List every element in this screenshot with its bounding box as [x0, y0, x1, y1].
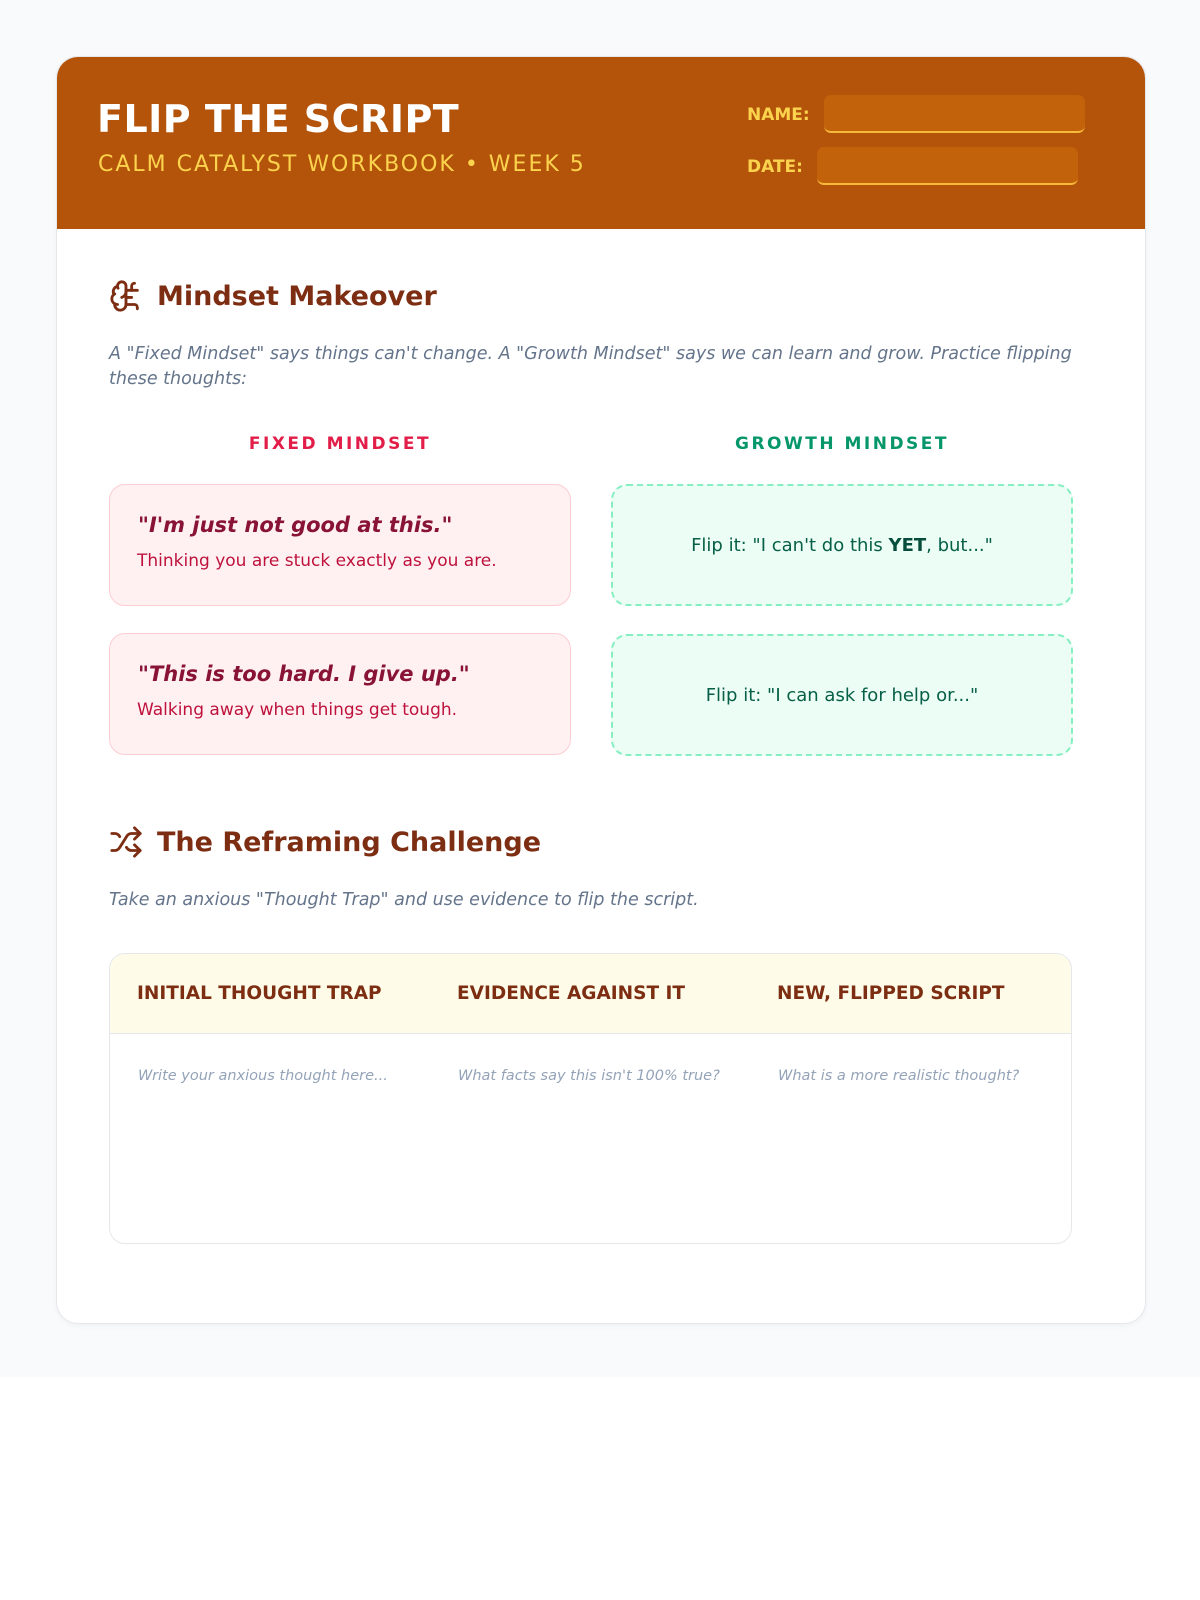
- fixed-mindset-heading: FIXED MINDSET: [248, 434, 432, 454]
- reframe-section-header: [109, 825, 541, 859]
- name-field[interactable]: [824, 95, 1085, 133]
- worksheet-header: [57, 57, 1145, 229]
- table-header-row: [110, 954, 1071, 1034]
- fixed-mindset-card: [109, 484, 571, 606]
- column-header-thought-trap: INITIAL THOUGHT TRAP: [137, 983, 382, 1004]
- fixed-description: Thinking you are stuck exactly as you are.: [137, 551, 497, 571]
- brain-icon: [109, 279, 143, 313]
- name-label: NAME:: [747, 105, 810, 125]
- growth-emphasis: YET: [888, 534, 927, 556]
- mindset-section-header: [109, 279, 437, 313]
- mindset-section-title: Mindset Makeover: [157, 280, 437, 312]
- growth-text-end: , but...": [926, 534, 993, 556]
- column-header-flipped-script: NEW, FLIPPED SCRIPT: [777, 983, 1005, 1004]
- page-subtitle: CALM CATALYST WORKBOOK • WEEK 5: [98, 152, 586, 177]
- column-header-evidence: EVIDENCE AGAINST IT: [457, 983, 686, 1004]
- reframe-section-title: The Reframing Challenge: [157, 826, 542, 858]
- growth-mindset-heading: GROWTH MINDSET: [734, 434, 950, 454]
- growth-text: Flip it: "I can't do this: [691, 534, 889, 556]
- fixed-quote: "This is too hard. I give up.": [138, 662, 470, 686]
- flipped-script-input[interactable]: [778, 1064, 1058, 1088]
- growth-text: Flip it: "I can ask for help or...": [705, 684, 979, 706]
- page-title: FLIP THE SCRIPT: [97, 97, 460, 141]
- fixed-quote: "I'm just not good at this.": [138, 513, 453, 537]
- growth-mindset-card[interactable]: [611, 634, 1073, 756]
- reframing-table: [109, 953, 1072, 1244]
- date-label: DATE:: [747, 157, 803, 177]
- shuffle-icon: [109, 825, 143, 859]
- worksheet-card: [56, 56, 1146, 1324]
- evidence-input[interactable]: [458, 1064, 738, 1088]
- growth-mindset-card[interactable]: [611, 484, 1073, 606]
- reframe-intro: Take an anxious "Thought Trap" and use evidence to flip the script.: [109, 890, 699, 910]
- fixed-mindset-card: [109, 633, 571, 755]
- date-field[interactable]: [817, 147, 1078, 185]
- fixed-description: Walking away when things get tough.: [137, 700, 458, 720]
- thought-trap-input[interactable]: [138, 1064, 418, 1088]
- mindset-intro: A "Fixed Mindset" says things can't change. A "Growth Mindset" says we can learn and grow. Practice flipping these thoughts:: [109, 344, 1072, 389]
